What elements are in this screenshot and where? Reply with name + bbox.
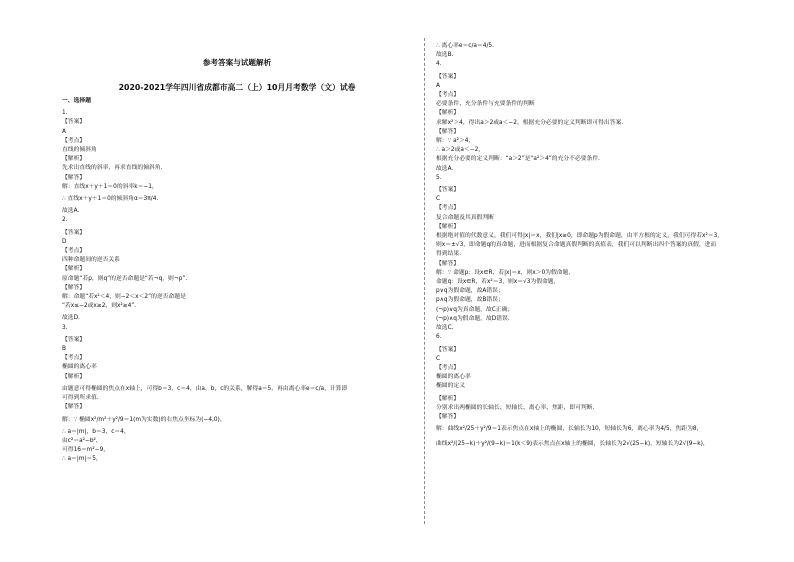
text-line: 解：曲线x²/25＋y²/9＝1表示焦点在x轴上的椭圆，长轴长为10，短轴长为6，离心率为4/5，焦距为8， <box>436 426 703 433</box>
text-line: 椭圆的离心率 <box>436 374 471 381</box>
text-line: 原命题“若p，则q”的逆否命题是“若¬q，则¬p”. <box>62 275 188 282</box>
text-line: 故选C. <box>436 325 454 332</box>
text-line: C <box>436 355 441 362</box>
text-line: 求解x²＞4，得出a＞2或a＜−2，根据充分必要的定义判断即可得出答案. <box>436 119 624 126</box>
text-line: 椭圆的定义 <box>436 383 465 390</box>
text-line: 根据绝对值的代数意义，我们可得|x|＝x，我们|x≥0，即命题p为假命题，由平方根的定义，我们可得若x²＝3， <box>436 233 724 240</box>
text-line: 【解析】 <box>62 156 86 163</box>
text-line: 解：∵ a²＞4， <box>436 138 475 145</box>
text-line: 可得到所求值. <box>62 395 99 402</box>
text-line: 【解答】 <box>62 404 86 411</box>
text-line: 分别求出两椭圆的长轴长、短轴长、离心率、焦距，即可判断. <box>436 404 595 411</box>
text-line: 椭圆的离心率 <box>62 364 97 371</box>
text-line: 【考点】 <box>62 355 86 362</box>
column-divider <box>424 38 425 524</box>
text-line: B <box>62 346 66 353</box>
left-column <box>62 58 412 465</box>
text-line: p∨q为假命题，故A错误； <box>436 288 504 295</box>
text-line: 由c²＝a²−b²， <box>62 437 102 444</box>
text-line: 【答案】 <box>62 119 86 126</box>
text-line: 【解析】 <box>436 395 460 402</box>
text-line: 【解析】 <box>436 223 460 230</box>
text-line: 命题q：设x∈R，若x²＝3，则x＝√3为假命题， <box>436 279 560 286</box>
text-line: 3. <box>62 324 68 331</box>
text-line: 【解析】 <box>436 110 460 117</box>
text-line: 【解答】 <box>436 413 460 420</box>
text-line: 【解答】 <box>436 260 460 267</box>
text-line: 直线的倾斜角 <box>62 147 97 154</box>
text-line: 【解答】 <box>62 284 86 291</box>
text-line: 曲线x²/(25−k)＋y²/(9−k)＝1(k＜9)表示焦点在x轴上的椭圆，长轴长为2√(25−k)，短轴长为2√(9−k)， <box>436 441 709 448</box>
text-line: 解：直线x＋y＋1＝0的斜率k＝−1， <box>62 183 158 190</box>
text-line: A <box>62 128 66 135</box>
text-line: ∴ a＝|m|＝5， <box>62 456 102 463</box>
text-line: 【答案】 <box>436 187 460 194</box>
text-line: 故选B. <box>436 52 454 59</box>
text-line: 【解析】 <box>62 373 86 380</box>
text-line: 故选D. <box>62 315 80 322</box>
text-line: 故选A. <box>62 208 80 215</box>
exam-title: 2020-2021学年四川省成都市高二（上）10月月考数学（文）试卷 <box>118 83 356 92</box>
text-line: 由题意可得椭圆的焦点在x轴上，可得b＝3，c＝4，由a，b，c的关系，解得a＝5，再由离心率e＝c/a，计算即 <box>62 385 348 392</box>
text-line: 故选A. <box>436 165 454 172</box>
text-line: p∧q为假命题，故B错误； <box>436 297 504 304</box>
text-line: 【答案】 <box>62 336 86 343</box>
text-line: A <box>436 82 440 89</box>
text-line: D <box>62 238 67 245</box>
text-line: 4. <box>436 61 442 68</box>
text-line: ∴ a＝|m|，b＝3，c＝4， <box>62 428 130 435</box>
section-heading: 一、选择题 <box>62 98 91 104</box>
text-line: 【解答】 <box>62 174 86 181</box>
text-line: 【答案】 <box>436 73 460 80</box>
text-line: 【考点】 <box>62 137 86 144</box>
text-line: 先求出直线的斜率，再求直线的倾斜角. <box>62 165 163 172</box>
text-line: 【解析】 <box>62 266 86 273</box>
text-line: 【考点】 <box>436 364 460 371</box>
text-line: 【解答】 <box>436 128 460 135</box>
text-line: 复合命题及其真假判断 <box>436 214 494 221</box>
text-line: ∴ 离心率e＝c/a＝4/5. <box>436 43 494 49</box>
text-line: “若x≤−2或x≥2，则x²≥4”. <box>62 303 137 310</box>
right-column <box>436 42 766 450</box>
text-line: 解：∵ 椭圆x²/m²＋y²/9＝1(m为实数)的右焦点坐标为(−4,0)， <box>62 416 226 423</box>
text-line: 必要条件、充分条件与充要条件的判断 <box>436 101 535 108</box>
text-line: 根据充分必要的定义判断：“a＞2”是“a²＞4”的充分不必要条件. <box>436 156 600 163</box>
text-line: 可得16＝m²−9， <box>62 447 110 454</box>
text-line: 四种命题间的逆否关系 <box>62 257 120 264</box>
text-line: 【答案】 <box>62 229 86 236</box>
text-line: ∴ 直线x＋y＋1＝0的倾斜角α＝3π/4. <box>62 196 159 203</box>
text-line: 【考点】 <box>436 205 460 212</box>
text-line: 5. <box>436 174 442 181</box>
text-line: 1. <box>62 110 68 117</box>
text-line: (¬p)∧q为假命题，故D错误. <box>436 315 510 322</box>
text-line: (¬p)∨q为真命题，故C正确； <box>436 306 514 313</box>
text-line: 【答案】 <box>436 346 460 353</box>
text-line: 【考点】 <box>62 248 86 255</box>
text-line: 则x＝±√3，即命题q的真命题，进而根据复合命题真假判断的真值表，我们可以判断出四个答案的真假，进而 <box>436 242 717 249</box>
text-line: ∴ a＞2或a＜−2， <box>436 147 485 154</box>
text-line: C <box>436 196 441 203</box>
text-line: 得到结果. <box>436 251 462 258</box>
text-line: 2. <box>62 217 68 224</box>
text-line: 解：∵ 命题p：设x∈R，若|x|＝x，则x＞0为假命题， <box>436 269 575 276</box>
text-line: 6. <box>436 334 442 341</box>
document-title: 参考答案与试题解析 <box>202 58 272 67</box>
text-line: 【考点】 <box>436 92 460 99</box>
text-line: 解：命题“若x²＜4，则−2＜x＜2”的逆否命题是 <box>62 294 186 301</box>
